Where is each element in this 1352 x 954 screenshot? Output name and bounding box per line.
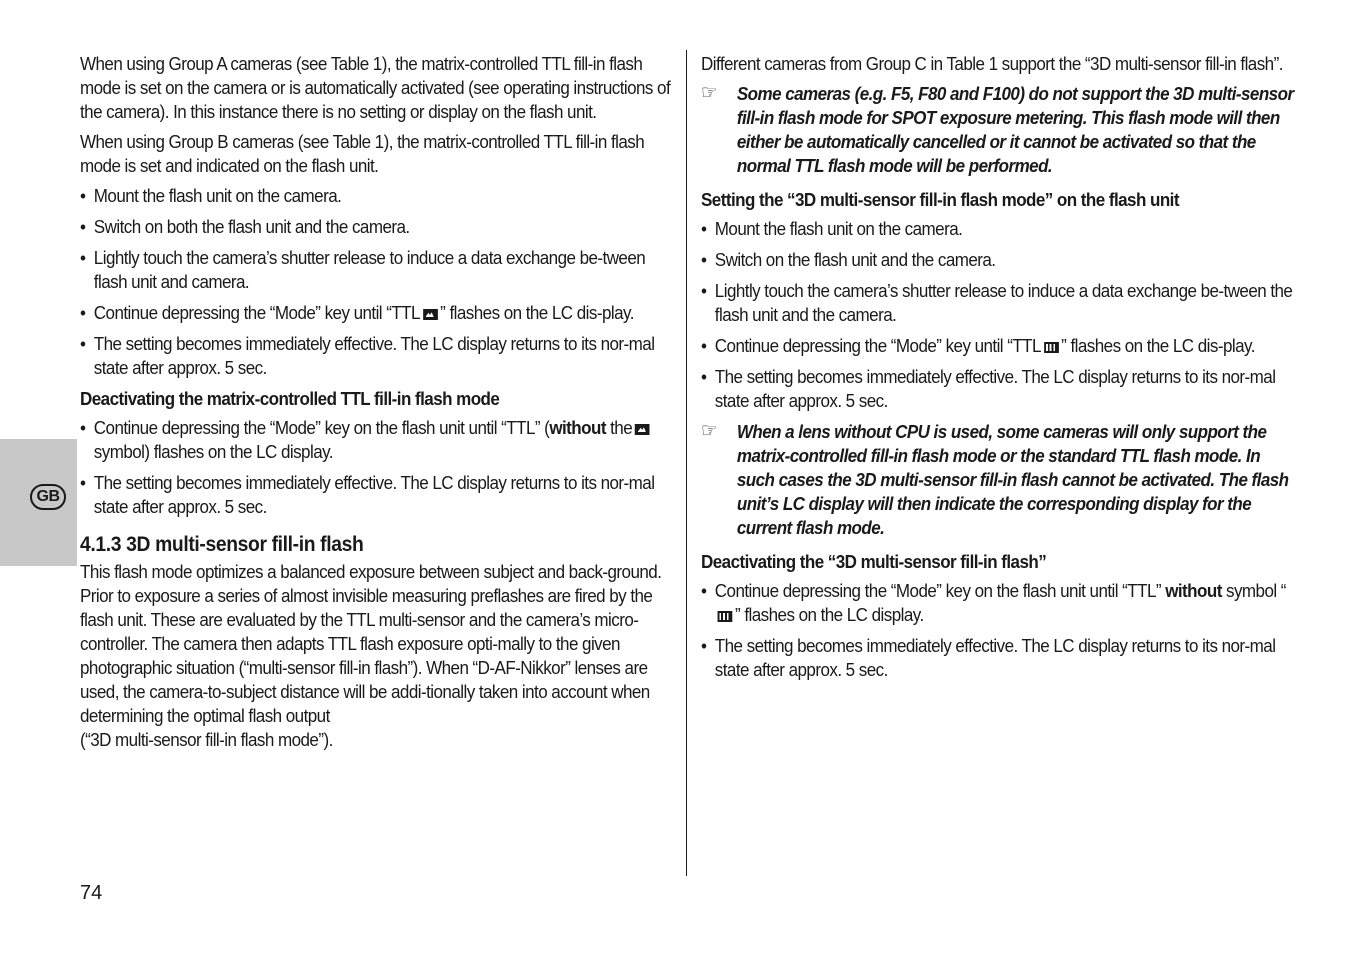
bullet-icon: • [701,249,707,270]
language-badge: GB [30,484,66,510]
fill-in-flash-icon [635,424,650,435]
subheading: Deactivating the “3D multi-sensor fill-in flash” [701,551,1047,572]
bullet-icon: • [701,280,707,301]
list-item: • The setting becomes immediately effective. The LC display returns to its nor-mal state after approx. 5 sec. [701,366,1276,411]
section-title: 4.1.3 3D multi-sensor fill-in flash [80,533,364,556]
paragraph: Different cameras from Group C in Table 1 support the “3D multi-sensor fill-in flash”. [701,53,1283,74]
bullet-icon: • [80,216,86,237]
subheading: Deactivating the matrix-controlled TTL fill-in flash mode [80,388,500,409]
bullet-icon: • [701,635,707,656]
subheading: Setting the “3D multi-sensor fill-in flash mode” on the flash unit [701,189,1179,210]
bullet-icon: • [80,333,86,354]
list-item: • The setting becomes immediately effective. The LC display returns to its nor-mal state after approx. 5 sec. [80,472,655,517]
list-item: • Continue depressing the “Mode” key on the flash unit until “TTL” without symbol “” flashes on the LC display. [701,580,1286,625]
right-column [701,52,1299,689]
list-item: • The setting becomes immediately effective. The LC display returns to its nor-mal state after approx. 5 sec. [80,333,655,378]
list-item: • Switch on both the flash unit and the camera. [80,216,410,237]
fill-in-flash-icon [423,309,438,320]
list-item: • Continue depressing the “Mode” key until “TTL ” flashes on the LC dis-play. [701,335,1255,356]
left-column [80,52,678,752]
list-item: • The setting becomes immediately effective. The LC display returns to its nor-mal state after approx. 5 sec. [701,635,1276,680]
paragraph: This flash mode optimizes a balanced exposure between subject and back-ground. Prior to exposure a series of almost invisible measuring preflashes are fired by the flash unit. These are evaluated by the TTL multi-sensor and the camera’s micro-controller. The camera then adapts TTL flash exposure opti-mally to the given photographic situation (“multi-sensor fill-in flash”). When “D-AF-Nikkor” lenses are used, the camera-to-subject distance will be addi-tionally taken into account when determining the optimal flash output [80,561,662,726]
bullet-icon: • [80,185,86,206]
bullet-icon: • [80,302,86,323]
list-item: • Continue depressing the “Mode” key until “TTL ” flashes on the LC dis-play. [80,302,634,323]
list-item: • Switch on the flash unit and the camera. [701,249,996,270]
list-item: • Mount the flash unit on the camera. [701,218,963,239]
note: ☞ Some cameras (e.g. F5, F80 and F100) do not support the 3D multi-sensor fill-in flash mode for SPOT exposure metering. This flash mode will then either be automatically cancelled or it cannot be activated so that the normal TTL flash mode will be performed. [701,82,1294,176]
bullet-icon: • [701,580,707,601]
paragraph: (“3D multi-sensor fill-in flash mode”). [80,729,333,750]
bullet-icon: • [80,247,86,268]
list-item: • Continue depressing the “Mode” key on the flash unit until “TTL” (without thesymbol) flashes on the LC display. [80,416,674,464]
pointing-hand-icon: ☞ [701,82,717,104]
bullet-icon: • [701,366,707,387]
bullet-icon: • [701,335,707,356]
paragraph: When using Group A cameras (see Table 1), the matrix-controlled TTL fill-in flash mode is set on the camera or is automatically activated (see operating instructions of the camera). In this instance there is no setting or display on the flash unit. [80,53,671,122]
bullet-icon: • [80,472,86,493]
pointing-hand-icon: ☞ [701,420,717,442]
paragraph: When using Group B cameras (see Table 1), the matrix-controlled TTL fill-in flash mode is set and indicated on the flash unit. [80,131,645,176]
bullet-icon: • [80,417,86,438]
list-item: • Lightly touch the camera’s shutter release to induce a data exchange be-tween flash unit and camera. [80,247,646,292]
multi-sensor-icon [718,611,733,622]
list-item: • Mount the flash unit on the camera. [80,185,342,206]
note: ☞ When a lens without CPU is used, some cameras will only support the matrix-controlled fill-in flash mode or the standard TTL flash mode. In such cases the 3D multi-sensor fill-in flash cannot be activated. The flash unit’s LC display will then indicate the corresponding display for the current flash mode. [701,420,1289,538]
multi-sensor-icon [1044,342,1059,353]
bullet-icon: • [701,218,707,239]
list-item: • Lightly touch the camera’s shutter release to induce a data exchange be-tween the flash unit and the camera. [701,280,1293,325]
column-divider [686,50,687,876]
page-number: 74 [80,882,103,904]
